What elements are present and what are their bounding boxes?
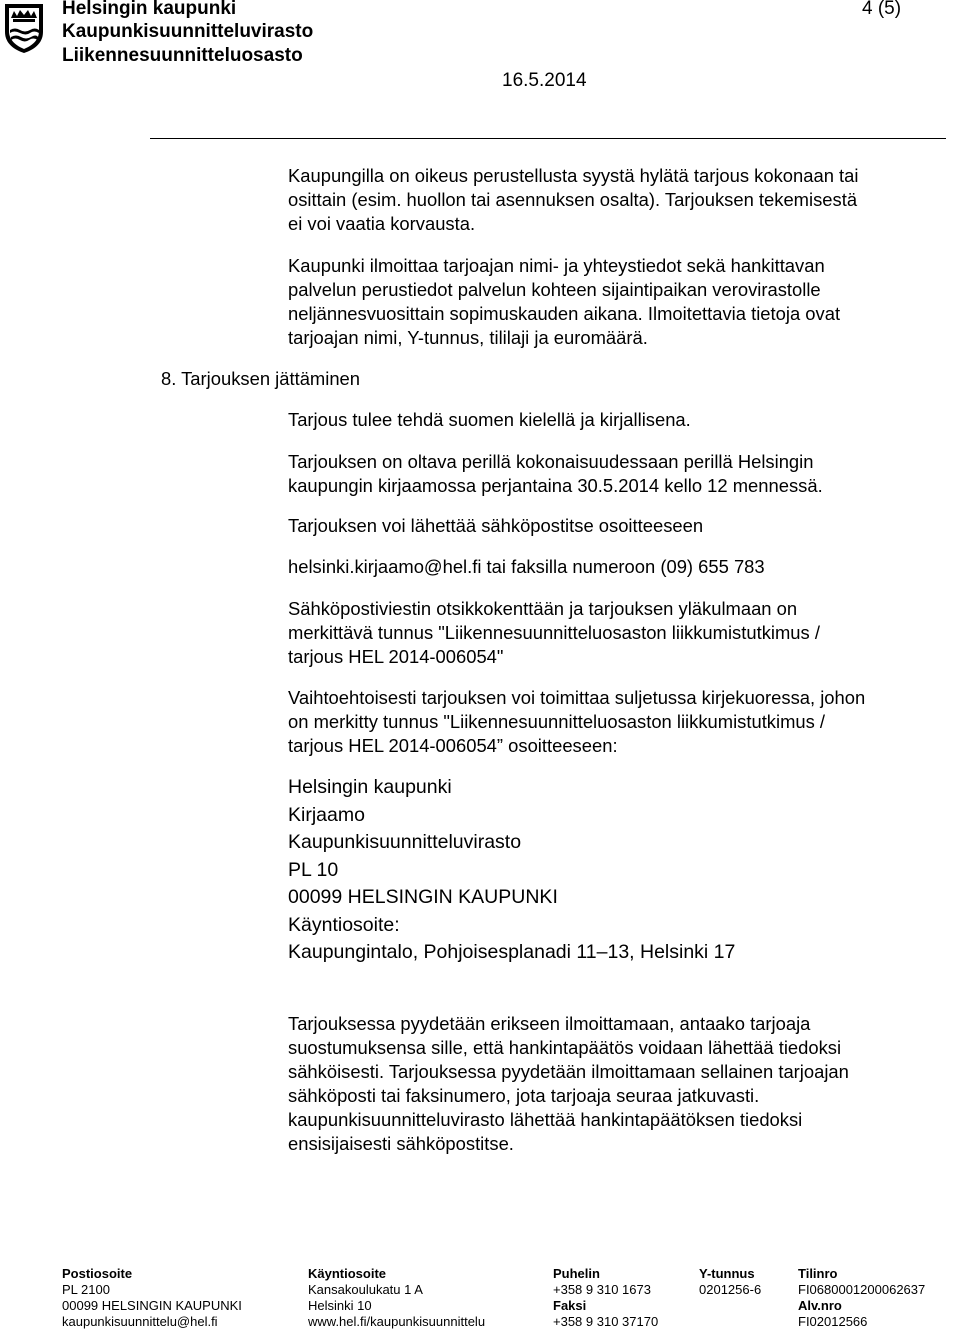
header-divider xyxy=(150,138,946,139)
address-line: Helsingin kaupunki xyxy=(288,776,452,798)
text-line: tarjous HEL 2014-006054” osoitteeseen: xyxy=(288,735,618,756)
text-line: palvelun perustiedot palvelun kohteen sijaintipaikan verovirastolle xyxy=(288,279,821,300)
footer-value: +358 9 310 37170 xyxy=(553,1314,659,1329)
text-line: sähköisesti. Tarjouksessa pyydetään ilmoittamaan sellainen tarjoajan xyxy=(288,1061,849,1082)
text-line: Tarjouksen on oltava perillä kokonaisuudessaan perillä Helsingin xyxy=(288,451,814,472)
helsinki-crest-logo xyxy=(2,2,46,54)
document-date: 16.5.2014 xyxy=(502,70,587,91)
footer-label: Puhelin xyxy=(553,1266,600,1281)
text-line: tarjous HEL 2014-006054" xyxy=(288,646,504,667)
text-line: Kaupunki ilmoittaa tarjoajan nimi- ja yhteystiedot sekä hankittavan xyxy=(288,255,825,276)
text-line: Sähköpostiviestin otsikkokenttään ja tarjouksen yläkulmaan on xyxy=(288,598,798,619)
address-line: Kirjaamo xyxy=(288,803,365,826)
footer-label: Postiosoite xyxy=(62,1266,133,1281)
address-line: PL 10 xyxy=(288,858,339,881)
footer-label: Tilinro xyxy=(798,1266,838,1281)
footer-label: Faksi xyxy=(553,1298,587,1313)
office-name: Liikennesuunnitteluosasto xyxy=(62,45,303,66)
footer-postal xyxy=(62,1266,242,1330)
footer-email: kaupunkisuunnittelu@hel.fi xyxy=(62,1314,218,1329)
paragraph-deadline xyxy=(288,450,948,498)
text-line: kaupunkisuunnitteluvirasto lähettää hankintapäätöksen tiedoksi xyxy=(288,1109,803,1130)
address-line: 00099 HELSINGIN KAUPUNKI xyxy=(288,886,558,908)
footer-value: 0201256-6 xyxy=(699,1282,762,1297)
footer-value: +358 9 310 1673 xyxy=(553,1282,651,1297)
department-name: Kaupunkisuunnitteluvirasto xyxy=(62,21,314,42)
text-line: ensisijaisesti sähköpostitse. xyxy=(288,1133,514,1154)
text-line: sähköposti tai faksinumero, jota tarjoaja seuraa jatkuvasti. xyxy=(288,1085,760,1106)
footer-value: PL 2100 xyxy=(62,1282,110,1297)
paragraph-email-subject xyxy=(288,597,948,669)
address-line: Kaupunkisuunnitteluvirasto xyxy=(288,831,522,853)
page-number: 4 (5) xyxy=(862,0,902,19)
footer-value: 00099 HELSINGIN KAUPUNKI xyxy=(62,1298,242,1313)
text-line: on merkitty tunnus "Liikennesuunnitteluosaston liikkumistutkimus / xyxy=(288,711,826,732)
footer-phone xyxy=(553,1266,658,1330)
mailing-address xyxy=(288,774,735,967)
text-line: kaupungin kirjaamossa perjantaina 30.5.2014 kello 12 mennessä. xyxy=(288,475,823,496)
text-line: Kaupungilla on oikeus perustellusta syystä hylätä tarjous kokonaan tai xyxy=(288,165,859,186)
text-line: tarjoajan nimi, Y-tunnus, tililaji ja euromäärä. xyxy=(288,327,648,348)
paragraph-tax-reporting xyxy=(288,254,948,350)
text-line: Tarjouksessa pyydetään erikseen ilmoittamaan, antaako tarjoaja xyxy=(288,1013,811,1034)
footer-visit xyxy=(308,1266,485,1330)
footer-value: FI02012566 xyxy=(798,1314,868,1329)
paragraph-rejection-right xyxy=(288,164,948,236)
text-line: ei voi vaatia korvausta. xyxy=(288,213,476,234)
footer-value: Kansakoulukatu 1 A xyxy=(308,1282,423,1297)
section-heading: 8. Tarjouksen jättäminen xyxy=(161,368,361,389)
footer-label: Käyntiosoite xyxy=(308,1266,387,1281)
footer-label: Y-tunnus xyxy=(699,1266,755,1281)
text-line: Vaihtoehtoisesti tarjouksen voi toimittaa suljetussa kirjekuoressa, johon xyxy=(288,687,866,708)
footer-account xyxy=(798,1266,925,1330)
paragraph-email-intro: Tarjouksen voi lähettää sähköpostitse osoitteeseen xyxy=(288,515,704,536)
footer-label: Alv.nro xyxy=(798,1298,842,1313)
footer-business-id xyxy=(699,1266,761,1298)
paragraph-email-fax: helsinki.kirjaamo@hel.fi tai faksilla numeroon (09) 655 783 xyxy=(288,556,765,577)
paragraph-language: Tarjous tulee tehdä suomen kielellä ja kirjallisena. xyxy=(288,409,691,430)
footer-website: www.hel.fi/kaupunkisuunnittelu xyxy=(308,1314,486,1329)
text-line: osittain (esim. huollon tai asennuksen osalta). Tarjouksen tekemisestä xyxy=(288,189,858,210)
footer-value: Helsinki 10 xyxy=(308,1298,372,1313)
organization-name: Helsingin kaupunki xyxy=(62,0,237,19)
footer-value: FI0680001200062637 xyxy=(798,1282,926,1297)
text-line: neljännesvuosittain sopimuskauden aikana. Ilmoitettavia tietoja ovat xyxy=(288,303,841,324)
text-line: suostumuksensa sille, että hankintapäätös voidaan lähettää tiedoksi xyxy=(288,1037,842,1058)
paragraph-envelope xyxy=(288,686,948,758)
address-line: Käyntiosoite: xyxy=(288,913,400,936)
text-line: merkittävä tunnus "Liikennesuunnitteluosaston liikkumistutkimus / xyxy=(288,622,820,643)
address-line: Kaupungintalo, Pohjoisesplanadi 11–13, Helsinki 17 xyxy=(288,941,736,963)
paragraph-electronic-consent xyxy=(288,1012,948,1156)
